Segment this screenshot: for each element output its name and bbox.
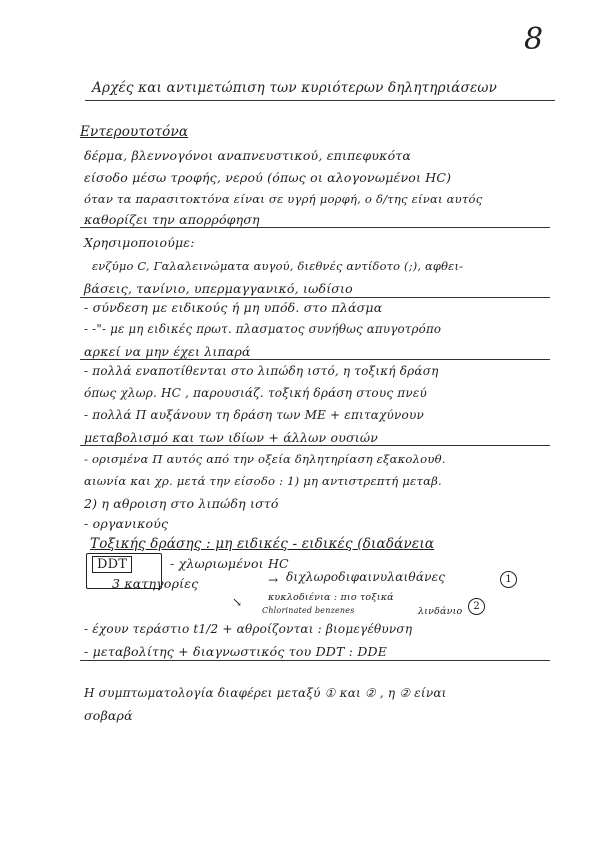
line-26: - έχουν τεράστιο t1/2 + αθροίζονται : βιομεγέθυνση [84, 622, 413, 636]
line-27: - μεταβολίτης + διαγνωστικός του DDT : DDE [84, 644, 388, 659]
line-21: 3 κατηγορίες [112, 576, 199, 591]
line-7: βάσεις, τανίνιο, υπερμαγγανικό, ιωδίσιο [84, 281, 353, 296]
ddt-label: DDT [92, 556, 132, 573]
line-24: Chlorinated benzenes [262, 606, 355, 615]
line-4: καθορίζει την απορρόφηση [84, 212, 260, 227]
section-heading: Εντερουτοτόνα [80, 124, 189, 140]
line-25: λινδάνιο [418, 606, 463, 617]
line-12: όπως χλωρ. HC , παρουσιάζ. τοξική δράση στους πνεύ [84, 386, 427, 400]
line-19: Τοξικής δράσης : μη ειδικές - ειδικές (διαδάνεια [90, 536, 435, 552]
line-22: διχλωροδιφαινυλαιθάνες [286, 570, 446, 584]
line-10: αρκεί να μην έχει λιπαρά [84, 344, 251, 359]
line-28: Η συμπτωματολογία διαφέρει μεταξύ ① και ② , η ② είναι [84, 686, 447, 700]
page-title: Αρχές και αντιμετώπιση των κυριότερων δηλητηριάσεων [92, 80, 498, 96]
line-17: 2) η αθροιση στο λιπώδη ιστό [84, 496, 279, 511]
line-20: - χλωριωμένοι HC [170, 556, 289, 571]
line-13: - πολλά Π αυξάνουν τη δράση των ΜΕ + επιταχύνουν [84, 408, 424, 422]
line-8: - σύνδεση με ειδικούς ή μη υπόδ. στο πλάσμα [84, 300, 383, 315]
line-6: ενζύμο C, Γαλαλεινώματα αυγού, διεθνές αντίδοτο (;), αφθει- [92, 259, 464, 273]
line-2: είσοδο μέσω τροφής, νερού (όπως οι αλογονωμένοι ΗC) [84, 170, 452, 185]
line-18: - οργανικούς [84, 516, 169, 531]
page-number: 8 [524, 22, 544, 57]
circle-two-icon: 2 [468, 598, 485, 615]
line-11: - πολλά εναποτίθενται στο λιπώδη ιστό, η τοξική δράση [84, 364, 439, 378]
line-23b: κυκλοδιένια : πιο τοξικά [268, 592, 394, 603]
line-14: μεταβολισμό και των ιδίων + άλλων ουσιών [84, 430, 379, 445]
arrow-icon: ↘ [232, 595, 243, 609]
line-5: Χρησιμοποιούμε: [84, 235, 195, 250]
line-15: - ορισμένα Π αυτός από την οξεία δηλητηρίαση εξακολουθ. [84, 452, 446, 466]
line-16: αιωνία και χρ. μετά την είσοδο : 1) μη αντιστρεπτή μεταβ. [84, 474, 442, 488]
title-underline [85, 100, 555, 101]
line-1: δέρμα, βλεννογόνοι αναπνευστικού, επιπεφυκότα [84, 148, 412, 163]
circle-one-icon: 1 [500, 571, 517, 588]
line-3: όταν τα παρασιτοκτόνα είναι σε υγρή μορφή, ο δ/της είναι αυτός [84, 192, 483, 206]
arrow-icon: → [268, 573, 279, 587]
line-29: σοβαρά [84, 708, 133, 723]
line-9: - -"- με μη ειδικές πρωτ. πλασματος συνήθως απυγοτρόπο [84, 322, 442, 336]
